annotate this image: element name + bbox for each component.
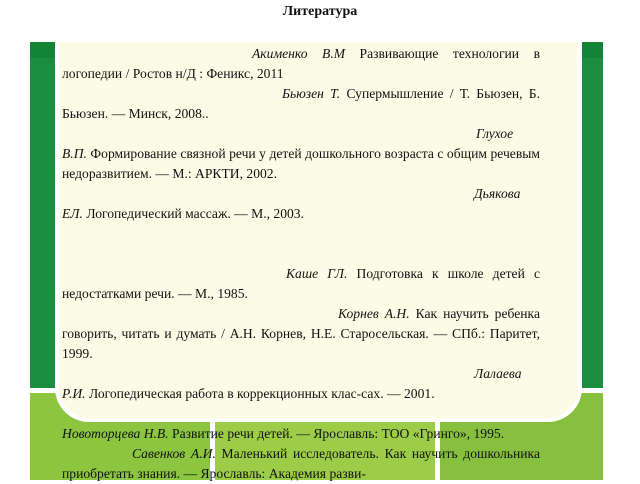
entry-text: Подготовка к школе детей с недостатками речи. — М., 1985. xyxy=(62,266,540,301)
entry-author: Каше ГЛ. xyxy=(286,266,348,281)
entry-text: Логопедическая работа в коррекционных клас-сах. — 2001. xyxy=(85,386,435,401)
entry-text: Как научить ребенка говорить, читать и думать / А.Н. Корнев, Н.Е. Старосельская. — СПб.: Паритет, 1999. xyxy=(62,306,540,361)
entry-text: Логопедический массаж. — М., 2003. xyxy=(82,206,305,221)
bibliography-list xyxy=(62,44,540,484)
entry-author: Лалаева Р.И. xyxy=(62,366,522,401)
entry-author: Глухое В.П. xyxy=(62,126,514,161)
entry-author: Дьякова ЕЛ. xyxy=(62,186,521,221)
entry-text: Формирование связной речи у детей дошкольного возраста с общим речевым недоразвитием. — М.: АРКТИ, 2002. xyxy=(62,146,540,181)
bibliography-entry xyxy=(62,44,540,84)
bibliography-entry xyxy=(62,184,540,224)
entry-author: Новоторцева Н.В. xyxy=(62,426,169,441)
bibliography-entry xyxy=(62,84,540,124)
entry-author: Бьюзен Т. xyxy=(282,86,341,101)
entry-text: Супермышление / Т. Бьюзен, Б. Бьюзен. — Минск, 2008.. xyxy=(62,86,540,121)
bibliography-entry xyxy=(62,264,540,304)
entry-text: Развивающие технологии в логопедии / Ростов н/Д : Феникс, 2011 xyxy=(62,46,540,81)
bibliography-entry xyxy=(62,444,540,484)
bibliography-entry xyxy=(62,424,540,444)
entry-text: Развитие речи детей. — Ярославль: ТОО «Гринго», 1995. xyxy=(168,426,505,441)
bibliography-entry xyxy=(62,124,540,184)
page-title: Литература xyxy=(282,4,358,19)
entry-author: Акименко В.М xyxy=(252,46,346,61)
bibliography-entry xyxy=(62,364,540,404)
frame-tile xyxy=(30,58,56,388)
entry-author: Корнев А.Н. xyxy=(338,306,410,321)
entry-text: Маленький исследователь. Как научить дошкольника приобретать знания. — Ярославль: Академия разви- xyxy=(62,446,540,481)
bibliography-entry xyxy=(62,304,540,364)
entry-author: Савенков А.И. xyxy=(132,446,216,461)
